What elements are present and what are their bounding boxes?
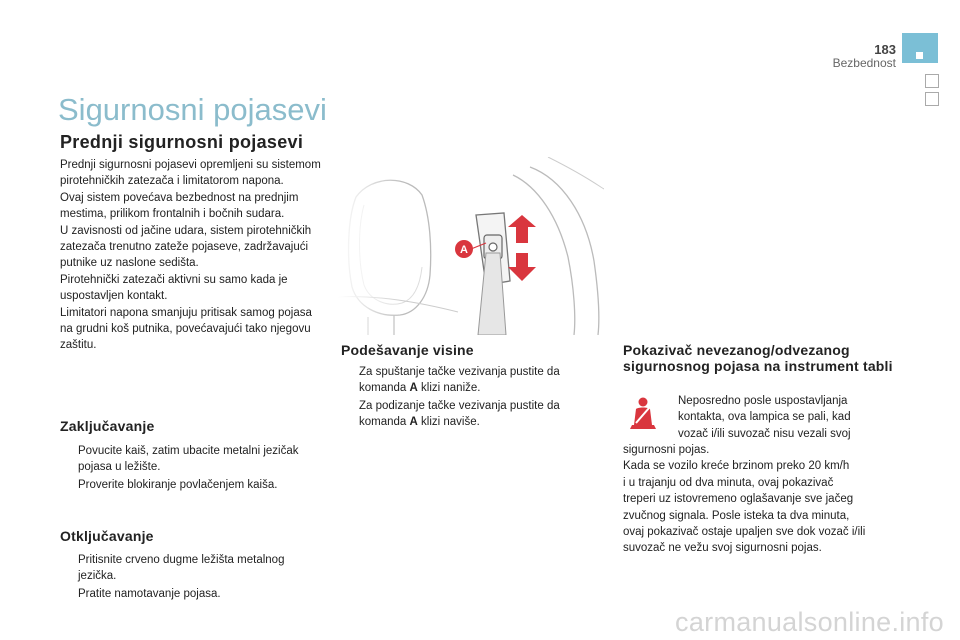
list-item: Za podizanje tačke vezivanja pustite da komanda A klizi naviše. bbox=[359, 400, 560, 428]
indicator-body-text bbox=[623, 442, 898, 557]
text-line: Neposredno posle uspostavljanja bbox=[678, 395, 848, 407]
list-item: Pratite namotavanje pojasa. bbox=[78, 588, 221, 600]
paragraph: Pirotehnički zatezači aktivni su samo kada je uspostavljen kontakt. bbox=[60, 273, 288, 303]
page-title: Sigurnosni pojasevi bbox=[58, 92, 327, 127]
text-line: suvozač ne vežu svoj sigurnosni pojas. bbox=[623, 542, 822, 555]
list-item: Pritisnite crveno dugme ležišta metalnog jezička. bbox=[78, 554, 285, 582]
list-item: Za spuštanje tačke vezivanja pustite da komanda A klizi naniže. bbox=[359, 366, 560, 394]
section-tab[interactable] bbox=[925, 92, 939, 106]
paragraph: Prednji sigurnosni pojasevi opremljeni su sistemom pirotehničkih zatezača i limitatorom napona. bbox=[60, 159, 321, 188]
page-number: 183 bbox=[874, 42, 896, 57]
list-item: Proverite blokiranje povlačenjem kaiša. bbox=[78, 479, 278, 491]
section-tab[interactable] bbox=[925, 74, 939, 88]
section-name: Bezbednost bbox=[832, 56, 896, 70]
text-line: sigurnosni pojas. bbox=[623, 444, 710, 456]
front-belts-heading: Prednji sigurnosni pojasevi bbox=[60, 132, 304, 152]
text-line: ovaj pokazivač ostaje upaljen sve dok vozač i/ili bbox=[623, 526, 866, 539]
front-belts-text bbox=[60, 157, 322, 354]
unlocking-list bbox=[60, 552, 322, 604]
text-line: zvučnog signala. Posle isteka ta dva minuta, bbox=[623, 509, 850, 522]
paragraph: Limitatori napona smanjuju pritisak samog pojasa na grudni koš putnika, povećavajući tako njegovu zaštitu. bbox=[60, 306, 312, 352]
text-line: i u trajanju od dva minuta, ovaj pokazivač bbox=[623, 476, 834, 489]
indicator-heading: Pokazivač nevezanog/odvezanog sigurnosnog pojasa na instrument tabli bbox=[623, 342, 893, 374]
height-adjust-heading: Podešavanje visine bbox=[341, 342, 474, 358]
text-line: Kada se vozilo kreće brzinom preko 20 km/h bbox=[623, 460, 850, 473]
seatbelt-warning-icon bbox=[626, 395, 660, 435]
tab-marker-icon bbox=[916, 52, 923, 59]
height-adjust-list bbox=[341, 364, 591, 432]
list-item: Povucite kaiš, zatim ubacite metalni jezičak pojasa u ležište. bbox=[78, 445, 299, 473]
text-line: kontakta, ova lampica se pali, kad bbox=[678, 411, 851, 424]
indicator-lead-text bbox=[678, 393, 898, 442]
text-line: vozač i/ili suvozač nisu vezali svoj bbox=[678, 427, 851, 440]
locking-heading: Zaključavanje bbox=[60, 418, 155, 434]
paragraph: Ovaj sistem povećava bezbednost na prednjim mestima, prilikom frontalnih i bočnih sudara. bbox=[60, 191, 299, 221]
unlocking-heading: Otključavanje bbox=[60, 528, 154, 544]
text-line: treperi uz istovremeno oglašavanje sve jačeg bbox=[623, 493, 854, 506]
watermark: carmanualsonline.info bbox=[675, 607, 944, 637]
seatbelt-height-illustration bbox=[338, 157, 604, 335]
section-tab-active[interactable] bbox=[902, 33, 938, 63]
paragraph: U zavisnosti od jačine udara, sistem pirotehničkih zatezača trenutno zateže pojaseve, zadržavajući putnike uz naslone sedišta. bbox=[60, 224, 312, 270]
locking-list bbox=[60, 443, 322, 495]
